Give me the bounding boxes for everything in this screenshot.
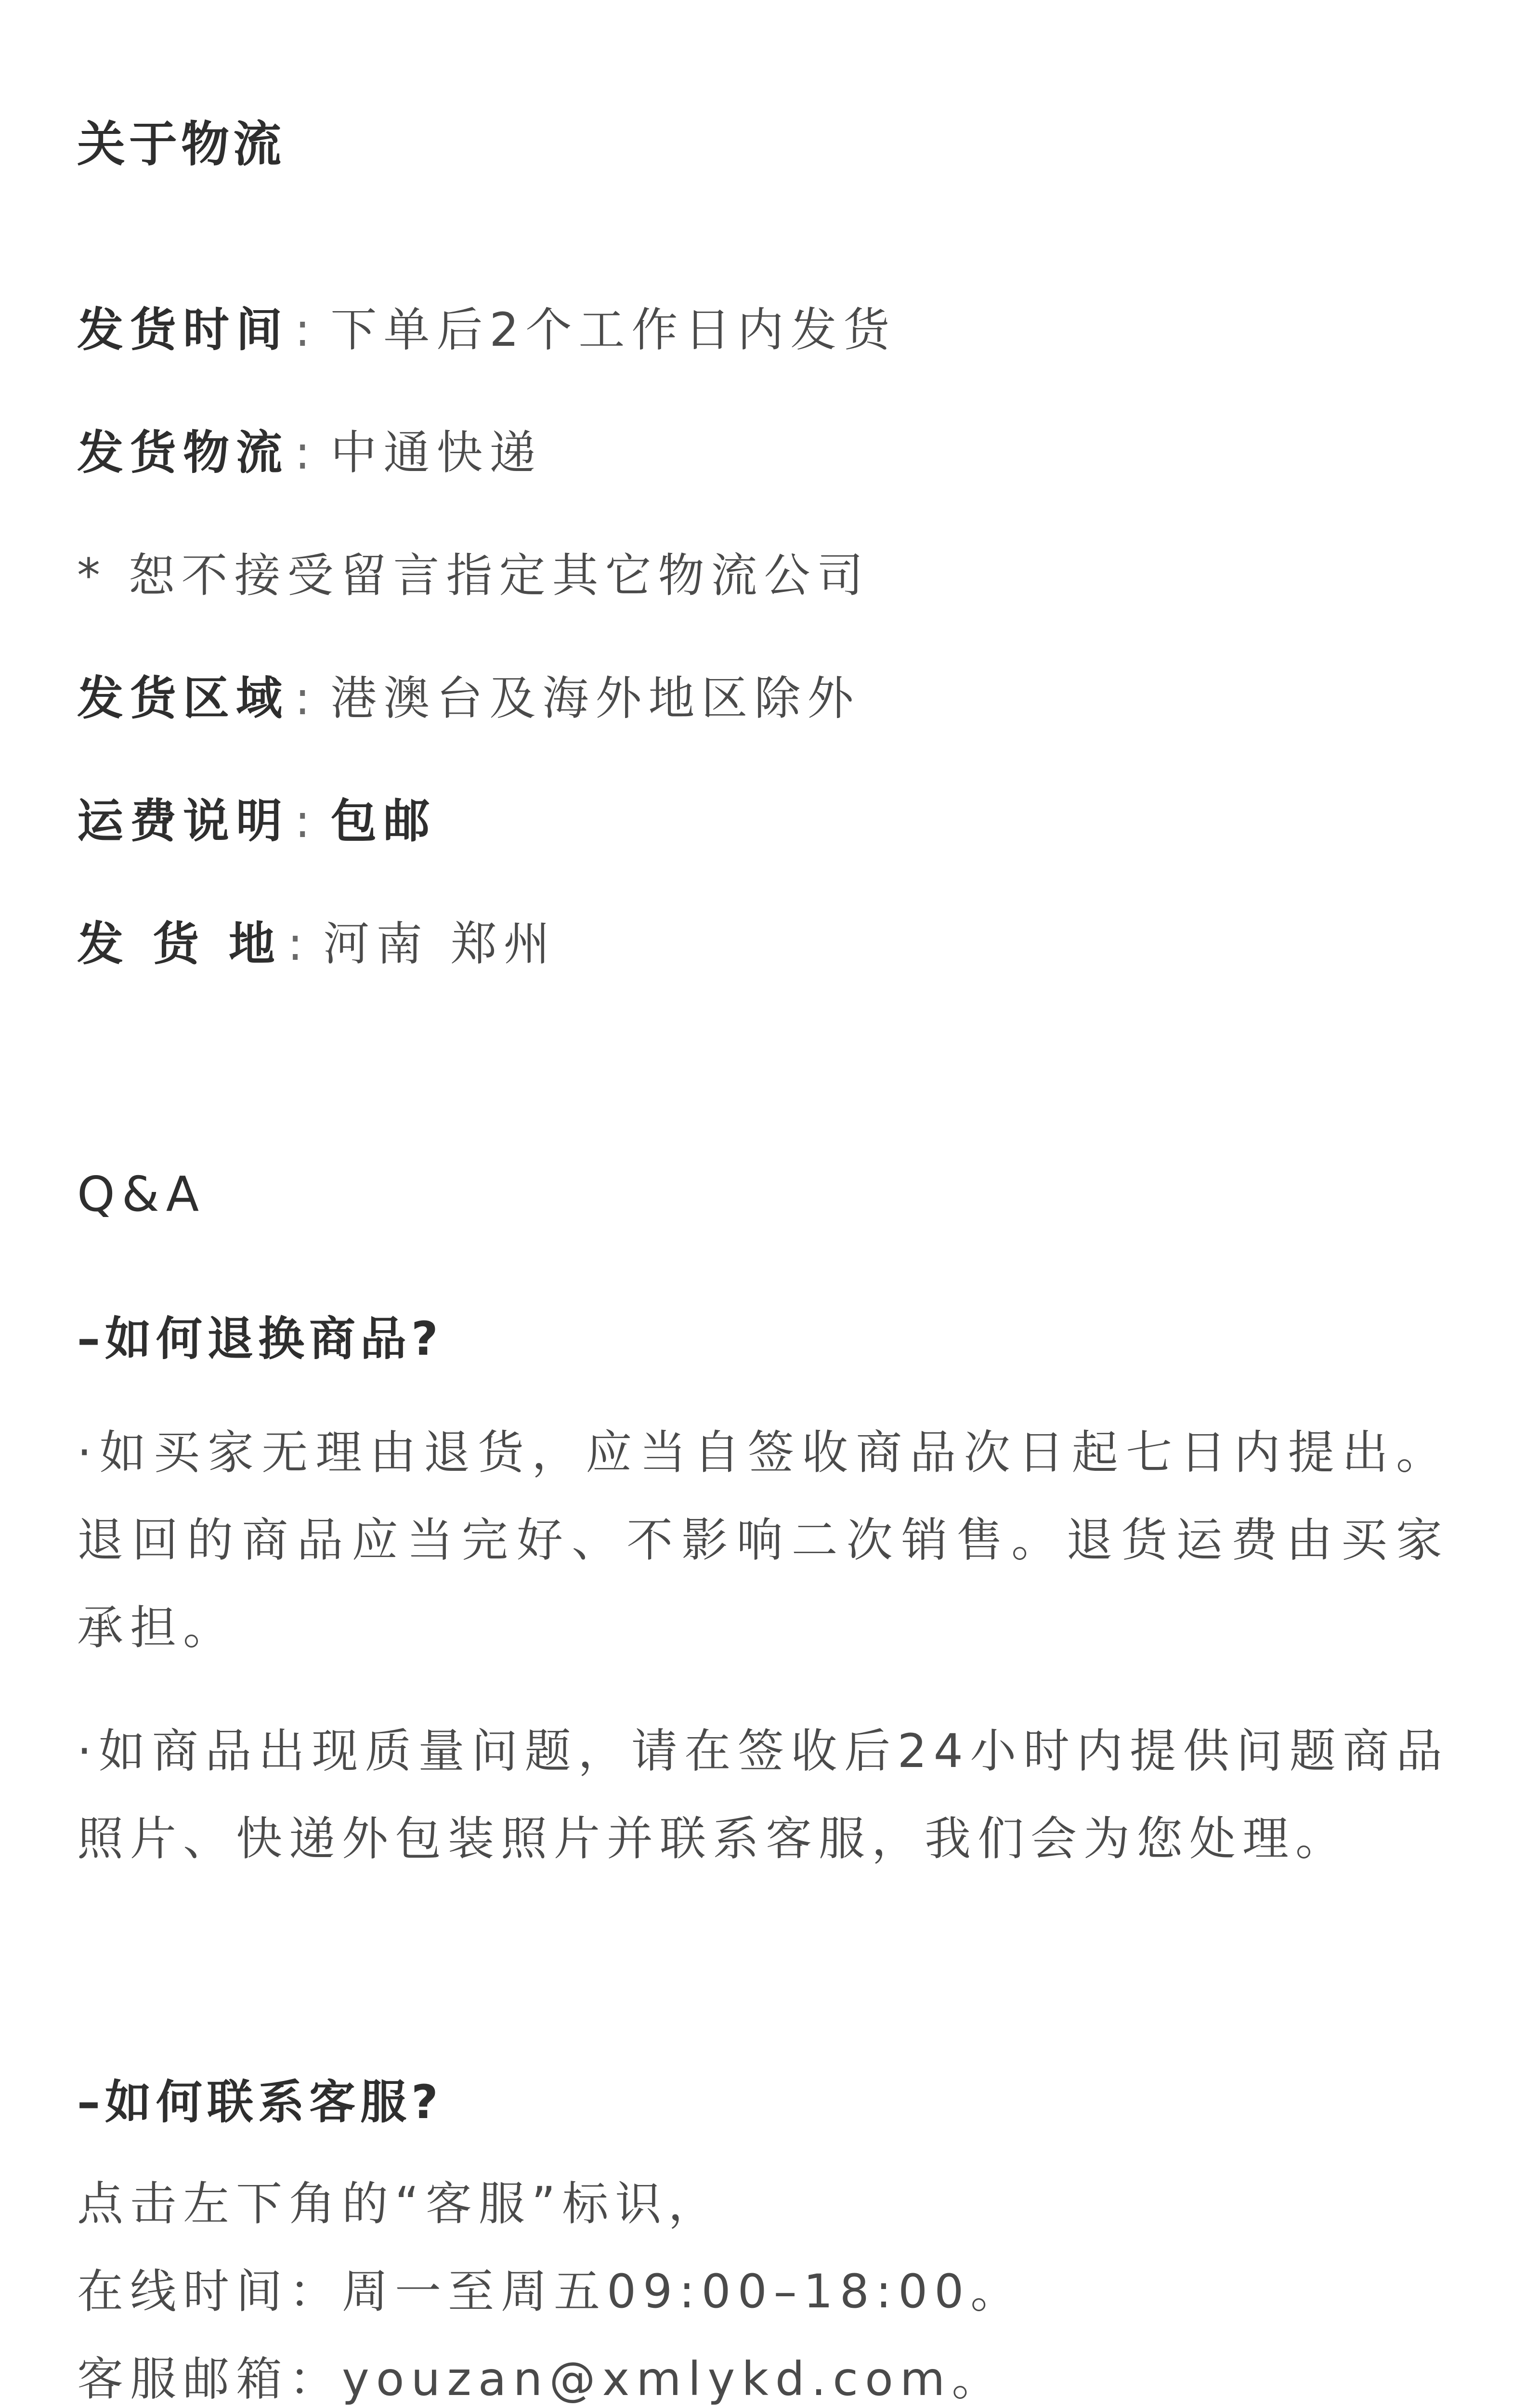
- qa-answer-contact-email: 客服邮箱：youzan@xmlykd.com。: [77, 2352, 1005, 2406]
- row-separator: :: [295, 426, 317, 480]
- logistics-note: * 恕不接受留言指定其它物流公司: [77, 549, 870, 602]
- row-label: 发货区域: [77, 671, 289, 725]
- row-value: 中通快递: [330, 426, 543, 480]
- logistics-row-shipping-fee: [77, 787, 1449, 855]
- row-label: 发货时间: [77, 303, 289, 357]
- row-value: 下单后2个工作日内发货: [330, 303, 897, 357]
- logistics-row-origin: [77, 910, 1449, 978]
- row-label: 发货物流: [77, 426, 289, 480]
- qa-answer-returns-1: ·如买家无理由退货，应当自签收商品次日起七日内提出。退回的商品应当完好、不影响二次销售。退货运费由买家承担。: [77, 1426, 1449, 1655]
- logistics-row-ship-time: [77, 296, 1449, 364]
- row-separator: :: [295, 303, 317, 357]
- row-label: 发 货 地: [77, 917, 282, 971]
- row-separator: :: [287, 917, 310, 971]
- row-label: 运费说明: [77, 794, 289, 848]
- row-value: 包邮: [330, 794, 437, 848]
- qa-title: Q&A: [77, 1166, 206, 1222]
- logistics-row-region: [77, 665, 1449, 732]
- row-value: 河南 郑州: [323, 917, 557, 971]
- qa-answer-contact-line-1: 点击左下角的“客服”标识，: [77, 2177, 721, 2231]
- row-value: 港澳台及海外地区除外: [330, 671, 861, 725]
- row-separator: :: [295, 794, 317, 848]
- row-separator: :: [295, 671, 317, 725]
- logistics-title: 关于物流: [77, 116, 285, 172]
- qa-question-returns: –如何退换商品?: [77, 1312, 443, 1366]
- qa-answer-contact-line-2: 在线时间：周一至周五09:00–18:00。: [77, 2264, 1024, 2318]
- qa-question-contact: –如何联系客服?: [77, 2075, 443, 2129]
- qa-answer-returns-2: ·如商品出现质量问题，请在签收后24小时内提供问题商品照片、快递外包装照片并联系客服，我们会为您处理。: [77, 1724, 1449, 1866]
- logistics-row-carrier: [77, 419, 1449, 486]
